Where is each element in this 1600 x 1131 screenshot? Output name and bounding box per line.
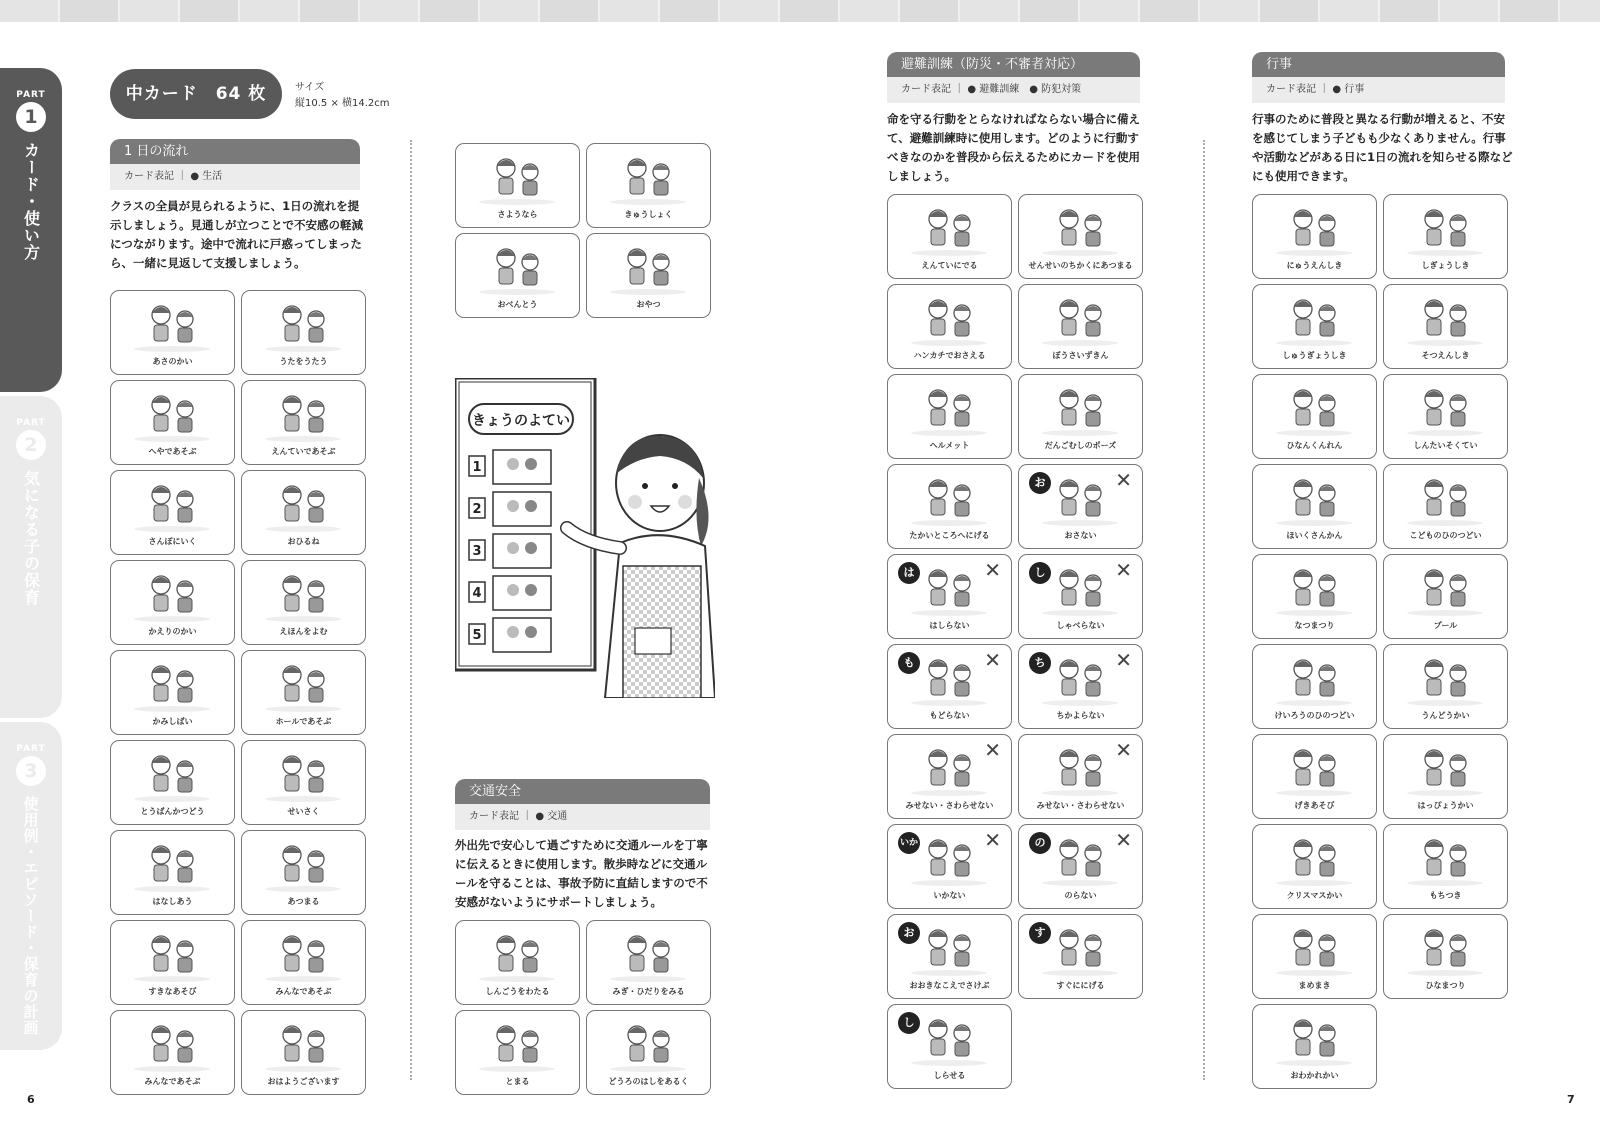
picture-card[interactable] bbox=[586, 233, 711, 318]
picture-card[interactable] bbox=[455, 920, 580, 1005]
picture-card[interactable] bbox=[1383, 374, 1508, 459]
card-illustration bbox=[466, 929, 569, 983]
card-illustration bbox=[1263, 1013, 1366, 1067]
picture-card[interactable] bbox=[241, 650, 366, 735]
picture-card[interactable] bbox=[241, 380, 366, 465]
section-notation-daily: カード表記 ｜ ● 生活 bbox=[110, 164, 360, 190]
card-illustration bbox=[121, 1019, 224, 1073]
card-illustration bbox=[597, 242, 700, 296]
tab-part-word: PART bbox=[16, 90, 46, 100]
card-illustration bbox=[1263, 923, 1366, 977]
page-number-left: 6 bbox=[27, 1093, 35, 1106]
tab-part-2[interactable] bbox=[0, 396, 62, 718]
picture-card[interactable] bbox=[887, 644, 1012, 729]
card-illustration bbox=[1263, 383, 1366, 437]
picture-card[interactable] bbox=[1018, 284, 1143, 369]
card-caption: おひるね bbox=[287, 537, 320, 546]
card-caption: えんていにでる bbox=[921, 261, 978, 270]
section-notation-traffic: カード表記 ｜ ● 交通 bbox=[455, 804, 710, 830]
card-illustration bbox=[1029, 203, 1132, 257]
card-caption: なつまつり bbox=[1294, 621, 1335, 630]
picture-card[interactable] bbox=[241, 830, 366, 915]
card-caption: ホールであそぶ bbox=[275, 717, 332, 726]
tab-part-number: 3 bbox=[16, 756, 46, 786]
picture-card[interactable] bbox=[1252, 194, 1377, 279]
card-caption: げきあそび bbox=[1294, 801, 1335, 810]
picture-card[interactable] bbox=[1018, 824, 1143, 909]
picture-card[interactable] bbox=[241, 470, 366, 555]
card-illustration bbox=[1263, 743, 1366, 797]
card-caption: すきなあそび bbox=[148, 987, 197, 996]
card-illustration bbox=[1394, 473, 1497, 527]
card-caption: クリスマスかい bbox=[1286, 891, 1343, 900]
card-illustration bbox=[121, 569, 224, 623]
page-number-right: 7 bbox=[1567, 1093, 1575, 1106]
section-description-evacuation: 命を守る行動をとらなければならない場合に備えて、避難訓練時に使用します。どのように行動すべきなのかを普段から伝えるためにカードを使用しましょう。 bbox=[887, 112, 1140, 183]
card-caption: まめまき bbox=[1298, 981, 1331, 990]
card-caption: きゅうしょく bbox=[624, 210, 673, 219]
section-description-traffic: 外出先で安心して過ごすために交通ルールを丁寧に伝えるときに使用します。散歩時などに交通ルールを守ることは、事故予防に直結しますので不安感がないようにサポートしましょう。 bbox=[455, 838, 708, 909]
picture-card[interactable] bbox=[887, 734, 1012, 819]
section-title-events: 行事 bbox=[1252, 52, 1505, 77]
card-caption: しんごうをわたる bbox=[485, 987, 550, 996]
card-illustration bbox=[466, 242, 569, 296]
card-caption: プール bbox=[1433, 621, 1458, 630]
size-info bbox=[295, 80, 390, 112]
card-caption: みぎ・ひだりをみる bbox=[612, 987, 685, 996]
picture-card[interactable] bbox=[455, 1010, 580, 1095]
card-caption: うたをうたう bbox=[279, 357, 328, 366]
column-divider bbox=[1203, 140, 1205, 1080]
column-divider bbox=[410, 140, 412, 1080]
card-illustration bbox=[466, 1019, 569, 1073]
picture-card[interactable] bbox=[1018, 644, 1143, 729]
section-description-events: 行事のために普段と異なる行動が増えると、不安を感じてしまう子どもも少なくありません。行事や活動などがある日に1日の流れを知らせる際などにも使用できます。 bbox=[1252, 112, 1513, 183]
picture-card[interactable] bbox=[1018, 464, 1143, 549]
card-illustration bbox=[597, 929, 700, 983]
card-caption: とうばんかつどう bbox=[140, 807, 205, 816]
prohibited-x-icon: ✕ bbox=[1115, 468, 1132, 492]
picture-card[interactable] bbox=[110, 740, 235, 825]
card-caption: いかない bbox=[933, 891, 966, 900]
tab-part-number: 2 bbox=[16, 430, 46, 460]
card-illustration bbox=[252, 1019, 355, 1073]
picture-card[interactable] bbox=[1383, 824, 1508, 909]
card-caption: ハンカチでおさえる bbox=[913, 351, 986, 360]
card-illustration bbox=[1029, 383, 1132, 437]
card-caption: そつえんしき bbox=[1421, 351, 1470, 360]
board-row-number: 4 bbox=[472, 586, 482, 601]
card-caption: おさない bbox=[1064, 531, 1097, 540]
prohibited-x-icon: ✕ bbox=[984, 558, 1001, 582]
card-caption: みんなであそぶ bbox=[144, 1077, 201, 1086]
card-caption: えほんをよむ bbox=[279, 627, 328, 636]
picture-card[interactable] bbox=[241, 740, 366, 825]
card-illustration bbox=[121, 659, 224, 713]
card-illustration bbox=[898, 473, 1001, 527]
card-caption: おやつ bbox=[636, 300, 661, 309]
card-caption: ヘルメット bbox=[929, 441, 970, 450]
card-caption: えんていであそぶ bbox=[271, 447, 336, 456]
card-initial-badge: ち bbox=[1029, 652, 1051, 674]
card-caption: ほいくさんかん bbox=[1286, 531, 1343, 540]
prohibited-x-icon: ✕ bbox=[984, 648, 1001, 672]
section-title-daily: 1 日の流れ bbox=[110, 139, 360, 164]
picture-card[interactable] bbox=[1252, 464, 1377, 549]
section-notation-events: カード表記 ｜ ● 行事 bbox=[1252, 77, 1505, 103]
picture-card[interactable] bbox=[1383, 194, 1508, 279]
card-illustration bbox=[1394, 383, 1497, 437]
card-illustration bbox=[1029, 293, 1132, 347]
prohibited-x-icon: ✕ bbox=[1115, 738, 1132, 762]
picture-card[interactable] bbox=[241, 1010, 366, 1095]
card-count-pill: 中カード 64 枚 bbox=[110, 69, 282, 119]
tab-label: カード・使い方 bbox=[21, 142, 41, 261]
tab-label: 気になる子の保育 bbox=[21, 470, 41, 606]
picture-card[interactable] bbox=[1018, 734, 1143, 819]
card-caption: せんせいのちかくにあつまる bbox=[1028, 261, 1133, 270]
card-caption: あつまる bbox=[287, 897, 320, 906]
card-initial-badge: お bbox=[898, 922, 920, 944]
card-initial-badge: す bbox=[1029, 922, 1051, 944]
tab-part-word: PART bbox=[16, 744, 46, 754]
picture-card[interactable] bbox=[455, 143, 580, 228]
picture-card[interactable] bbox=[1252, 374, 1377, 459]
board-row-number: 3 bbox=[472, 544, 482, 559]
picture-card[interactable] bbox=[110, 650, 235, 735]
picture-card[interactable] bbox=[887, 824, 1012, 909]
card-caption: かみしばい bbox=[152, 717, 193, 726]
card-caption: おおきなこえでさけぶ bbox=[909, 981, 990, 990]
picture-card[interactable] bbox=[241, 920, 366, 1005]
picture-card[interactable] bbox=[887, 464, 1012, 549]
picture-card[interactable] bbox=[586, 920, 711, 1005]
card-caption: おべんとう bbox=[497, 300, 538, 309]
size-label: サイズ bbox=[295, 82, 325, 93]
section-title-traffic: 交通安全 bbox=[455, 779, 710, 804]
picture-card[interactable] bbox=[1018, 914, 1143, 999]
card-caption: はしらない bbox=[929, 621, 970, 630]
card-illustration bbox=[1394, 923, 1497, 977]
picture-card[interactable] bbox=[1383, 734, 1508, 819]
card-caption: ひなまつり bbox=[1425, 981, 1466, 990]
tab-label: 使用例・エピソード・保育の計画 bbox=[21, 796, 40, 1036]
section-description-daily: クラスの全員が見られるように、1日の流れを提示しましょう。見通しが立つことで不安感の軽減につながります。途中で流れに戸惑ってしまったら、一緒に見返して支援しましょう。 bbox=[110, 199, 363, 270]
card-illustration bbox=[252, 389, 355, 443]
section-title-evacuation: 避難訓練（防災・不審者対応） bbox=[887, 52, 1140, 77]
prohibited-x-icon: ✕ bbox=[1115, 558, 1132, 582]
prohibited-x-icon: ✕ bbox=[1115, 828, 1132, 852]
tab-part-number: 1 bbox=[16, 102, 46, 132]
size-value: 縦10.5 × 横14.2cm bbox=[295, 98, 390, 109]
picture-card[interactable] bbox=[1383, 554, 1508, 639]
picture-card[interactable] bbox=[110, 380, 235, 465]
card-illustration bbox=[1263, 833, 1366, 887]
card-illustration bbox=[1263, 293, 1366, 347]
card-caption: みんなであそぶ bbox=[275, 987, 332, 996]
card-illustration bbox=[1394, 563, 1497, 617]
card-illustration bbox=[252, 659, 355, 713]
picture-card[interactable] bbox=[1383, 464, 1508, 549]
top-decorative-band bbox=[0, 0, 1600, 22]
card-caption: さんぽにいく bbox=[148, 537, 197, 546]
card-illustration bbox=[466, 152, 569, 206]
card-caption: けいろうのひのつどい bbox=[1274, 711, 1355, 720]
picture-card[interactable] bbox=[1018, 554, 1143, 639]
card-initial-badge: し bbox=[1029, 562, 1051, 584]
card-caption: だんごむしのポーズ bbox=[1044, 441, 1117, 450]
card-caption: おわかれかい bbox=[1290, 1071, 1339, 1080]
card-caption: もちつき bbox=[1429, 891, 1462, 900]
picture-card[interactable] bbox=[1383, 284, 1508, 369]
card-caption: はっぴょうかい bbox=[1417, 801, 1474, 810]
card-illustration bbox=[121, 389, 224, 443]
picture-card[interactable] bbox=[241, 290, 366, 375]
picture-card[interactable] bbox=[241, 560, 366, 645]
picture-card[interactable] bbox=[110, 830, 235, 915]
picture-card[interactable] bbox=[586, 1010, 711, 1095]
prohibited-x-icon: ✕ bbox=[984, 828, 1001, 852]
prohibited-x-icon: ✕ bbox=[1115, 648, 1132, 672]
card-caption: せいさく bbox=[287, 807, 320, 816]
tab-part-word: PART bbox=[16, 418, 46, 428]
card-illustration bbox=[1263, 203, 1366, 257]
picture-card[interactable] bbox=[1252, 554, 1377, 639]
picture-card[interactable] bbox=[1252, 284, 1377, 369]
card-illustration bbox=[1394, 203, 1497, 257]
card-illustration bbox=[1394, 833, 1497, 887]
card-caption: のらない bbox=[1064, 891, 1097, 900]
picture-card[interactable] bbox=[887, 914, 1012, 999]
picture-card[interactable] bbox=[887, 554, 1012, 639]
card-caption: かえりのかい bbox=[148, 627, 197, 636]
card-caption: みせない・さわらせない bbox=[905, 801, 994, 810]
card-caption: しぎょうしき bbox=[1421, 261, 1470, 270]
card-caption: にゅうえんしき bbox=[1286, 261, 1343, 270]
card-caption: あさのかい bbox=[152, 357, 193, 366]
card-caption: どうろのはしをあるく bbox=[608, 1077, 689, 1086]
card-caption: しゅうぎょうしき bbox=[1282, 351, 1347, 360]
card-caption: へやであそぶ bbox=[148, 447, 197, 456]
card-initial-badge: し bbox=[898, 1012, 920, 1034]
picture-card[interactable] bbox=[887, 1004, 1012, 1089]
schedule-board-illustration bbox=[455, 378, 715, 698]
card-caption: もどらない bbox=[929, 711, 970, 720]
card-illustration bbox=[252, 299, 355, 353]
picture-card[interactable] bbox=[1252, 644, 1377, 729]
picture-card[interactable] bbox=[1383, 644, 1508, 729]
board-row-number: 5 bbox=[472, 628, 482, 643]
card-illustration bbox=[898, 293, 1001, 347]
card-illustration bbox=[597, 1019, 700, 1073]
card-illustration bbox=[121, 839, 224, 893]
prohibited-x-icon: ✕ bbox=[984, 738, 1001, 762]
picture-card[interactable] bbox=[1252, 734, 1377, 819]
card-illustration bbox=[121, 299, 224, 353]
card-initial-badge: も bbox=[898, 652, 920, 674]
card-illustration bbox=[1263, 473, 1366, 527]
card-illustration bbox=[121, 929, 224, 983]
card-illustration bbox=[1394, 743, 1497, 797]
card-caption: こどものひのつどい bbox=[1409, 531, 1482, 540]
picture-card[interactable] bbox=[586, 143, 711, 228]
card-illustration bbox=[252, 749, 355, 803]
card-caption: おはようございます bbox=[267, 1077, 340, 1086]
card-caption: しゃべらない bbox=[1056, 621, 1105, 630]
card-illustration bbox=[1394, 653, 1497, 707]
card-caption: ひなんくんれん bbox=[1286, 441, 1343, 450]
picture-card[interactable] bbox=[887, 284, 1012, 369]
card-illustration bbox=[252, 569, 355, 623]
card-illustration bbox=[252, 479, 355, 533]
board-title: きょうのよてい bbox=[472, 413, 570, 429]
card-caption: さようなら bbox=[497, 210, 538, 219]
picture-card[interactable] bbox=[110, 1010, 235, 1095]
card-illustration bbox=[1263, 653, 1366, 707]
picture-card[interactable] bbox=[887, 374, 1012, 459]
card-illustration bbox=[1394, 293, 1497, 347]
card-illustration bbox=[898, 203, 1001, 257]
card-initial-badge: いか bbox=[898, 832, 920, 854]
card-caption: みせない・さわらせない bbox=[1036, 801, 1125, 810]
card-illustration bbox=[121, 749, 224, 803]
card-initial-badge: の bbox=[1029, 832, 1051, 854]
picture-card[interactable] bbox=[1383, 914, 1508, 999]
tab-part-3[interactable] bbox=[0, 722, 62, 1050]
picture-card[interactable] bbox=[1252, 1004, 1377, 1089]
picture-card[interactable] bbox=[1018, 194, 1143, 279]
card-caption: たかいところへにげる bbox=[909, 531, 990, 540]
card-illustration bbox=[597, 152, 700, 206]
card-caption: ぼうさいずきん bbox=[1052, 351, 1109, 360]
picture-card[interactable] bbox=[887, 194, 1012, 279]
board-row-number: 1 bbox=[472, 460, 482, 475]
picture-card[interactable] bbox=[110, 290, 235, 375]
picture-card[interactable] bbox=[110, 560, 235, 645]
card-caption: しらせる bbox=[933, 1071, 966, 1080]
card-illustration bbox=[252, 839, 355, 893]
card-caption: しんたいそくてい bbox=[1413, 441, 1478, 450]
picture-card[interactable] bbox=[455, 233, 580, 318]
board-row-number: 2 bbox=[472, 502, 482, 517]
card-illustration bbox=[121, 479, 224, 533]
card-caption: はなしあう bbox=[152, 897, 193, 906]
card-illustration bbox=[1263, 563, 1366, 617]
card-initial-badge: お bbox=[1029, 472, 1051, 494]
card-caption: とまる bbox=[505, 1077, 530, 1086]
card-caption: うんどうかい bbox=[1421, 711, 1470, 720]
picture-card[interactable] bbox=[110, 920, 235, 1005]
card-initial-badge: は bbox=[898, 562, 920, 584]
card-caption: すぐににげる bbox=[1056, 981, 1105, 990]
picture-card[interactable] bbox=[1252, 914, 1377, 999]
picture-card[interactable] bbox=[1252, 824, 1377, 909]
card-caption: ちかよらない bbox=[1056, 711, 1105, 720]
tab-part-1[interactable] bbox=[0, 68, 62, 392]
section-notation-evacuation: カード表記 ｜ ● 避難訓練 ● 防犯対策 bbox=[887, 77, 1140, 103]
picture-card[interactable] bbox=[110, 470, 235, 555]
picture-card[interactable] bbox=[1018, 374, 1143, 459]
card-illustration bbox=[898, 383, 1001, 437]
card-illustration bbox=[252, 929, 355, 983]
